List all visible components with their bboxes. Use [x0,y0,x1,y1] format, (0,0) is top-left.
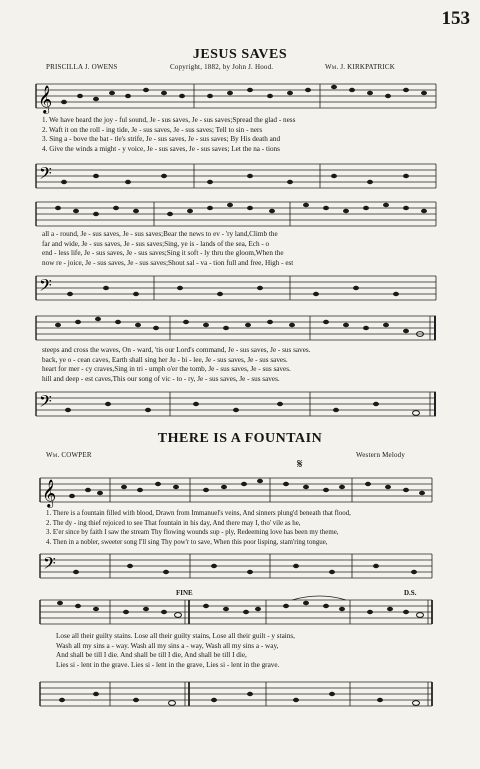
music-staff-bass [0,270,480,310]
music-staff-treble [0,310,480,350]
music-staff-treble [0,594,480,634]
music-staff-bass [0,676,480,716]
svg-text:𝄢: 𝄢 [39,163,52,187]
lyric-line: 3. E'er since by faith I saw the stream Thy flowing wounds sup - ply, Redeeming love has been my theme, [46,529,339,537]
svg-text:𝄢: 𝄢 [39,275,52,299]
music-staff-bass [0,158,480,198]
author-credit: Wm. COWPER [46,451,92,459]
svg-text:𝄢: 𝄢 [39,391,52,415]
lyric-line: end - less life, Je - sus saves, Je - sus saves;Sing it soft - ly thru the gloom,When the [42,249,284,258]
verse-lyrics-block [42,116,437,154]
lyric-line: hill and deep - est caves,This our song of vic - to - ry, Je - sus saves, Je - sus saves. [42,374,280,383]
music-staff-bass [0,386,480,426]
lyric-line: far and wide, Je - sus saves, Je - sus saves;Sing, ye is - lands of the sea, Ech - o [42,239,270,248]
music-staff-treble [0,472,480,512]
svg-text:𝄞: 𝄞 [42,479,57,507]
lyric-line: 2. The dy - ing thief rejoiced to see That fountain in his day, And there may I, tho' vile as he, [46,519,301,527]
lyric-line: 3. Sing a - bove the bat - tle's strife, Je - sus saves, Je - sus saves; By His death and [42,135,281,144]
lyric-line: 4. Then in a nobler, sweeter song I'll sing Thy pow'r to save, When this poor lisping, stam'ring tongue, [46,538,328,546]
composer-credit: Wm. J. KIRKPATRICK [325,63,396,71]
lyric-line: back, ye o - cean caves, Earth shall sing her Ju - bi - lee, Je - sus saves, Je - sus saves. [42,355,288,364]
hymn-title-jesus-saves: JESUS SAVES [192,47,288,62]
lyric-line: 1. There is a fountain filled with blood, Drawn from Immanuel's veins, And sinners plung'd beneath that flood, [46,510,351,517]
lyric-line: Wash all my sins a - way. Wash all my sins a - way, Wash all my sins a - way, [56,641,279,650]
music-staff-treble [0,78,480,118]
chorus-lyrics-block [56,632,451,670]
lyric-line: 1. We have heard the joy - ful sound, Je - sus saves, Je - sus saves;Spread the glad - ness [42,116,296,124]
fine-marker: FINE [176,589,193,597]
copyright-notice: Copyright, 1882, by John J. Hood. [170,63,274,71]
verse-lyrics-block [42,230,437,268]
dal-segno-marker: D.S. [404,589,417,597]
segno-sign: 𝄋 [297,457,303,472]
svg-text:𝄢: 𝄢 [43,553,56,577]
svg-text:𝄞: 𝄞 [38,85,53,113]
lyric-line: 2. Waft it on the roll - ing tide, Je - sus saves, Je - sus saves; Tell to sin - ners [42,125,263,134]
lyric-line: 4. Give the winds a might - y voice, Je - sus saves, Je - sus saves; Let the na - tions [42,144,280,153]
page-number: 153 [441,8,470,29]
lyric-line: And shall be till I die. And shall be till I die, And shall be till I die, [56,651,247,660]
author-credit: PRISCILLA J. OWENS [46,63,118,71]
lyric-line: Lies si - lent in the grave. Lies si - lent in the grave, Lies si - lent in the grave. [56,660,280,669]
lyric-line: now re - joice, Je - sus saves, Je - sus saves;Shout sal - va - tion full and free, High - est [42,258,294,267]
lyric-line: heart for mer - cy craves,Sing in tri - umph o'er the tomb, Je - sus saves, Je - sus saves. [42,365,291,374]
verse-lyrics-block [42,346,437,384]
lyric-line: steeps and cross the waves, On - ward, 'tis our Lord's command, Je - sus saves, Je - sus saves. [42,346,311,354]
lyric-line: Lose all their guilty stains. Lose all their guilty stains, Lose all their guilt - y stains, [56,632,295,640]
music-staff-bass [0,548,480,588]
lyric-line: all a - round, Je - sus saves, Je - sus saves;Bear the news to ev - 'ry land,Climb the [42,230,278,238]
composer-credit: Western Melody [356,451,406,459]
hymn-title-there-is-a-fountain: THERE IS A FOUNTAIN [157,431,323,446]
verse-lyrics-block [46,509,441,547]
